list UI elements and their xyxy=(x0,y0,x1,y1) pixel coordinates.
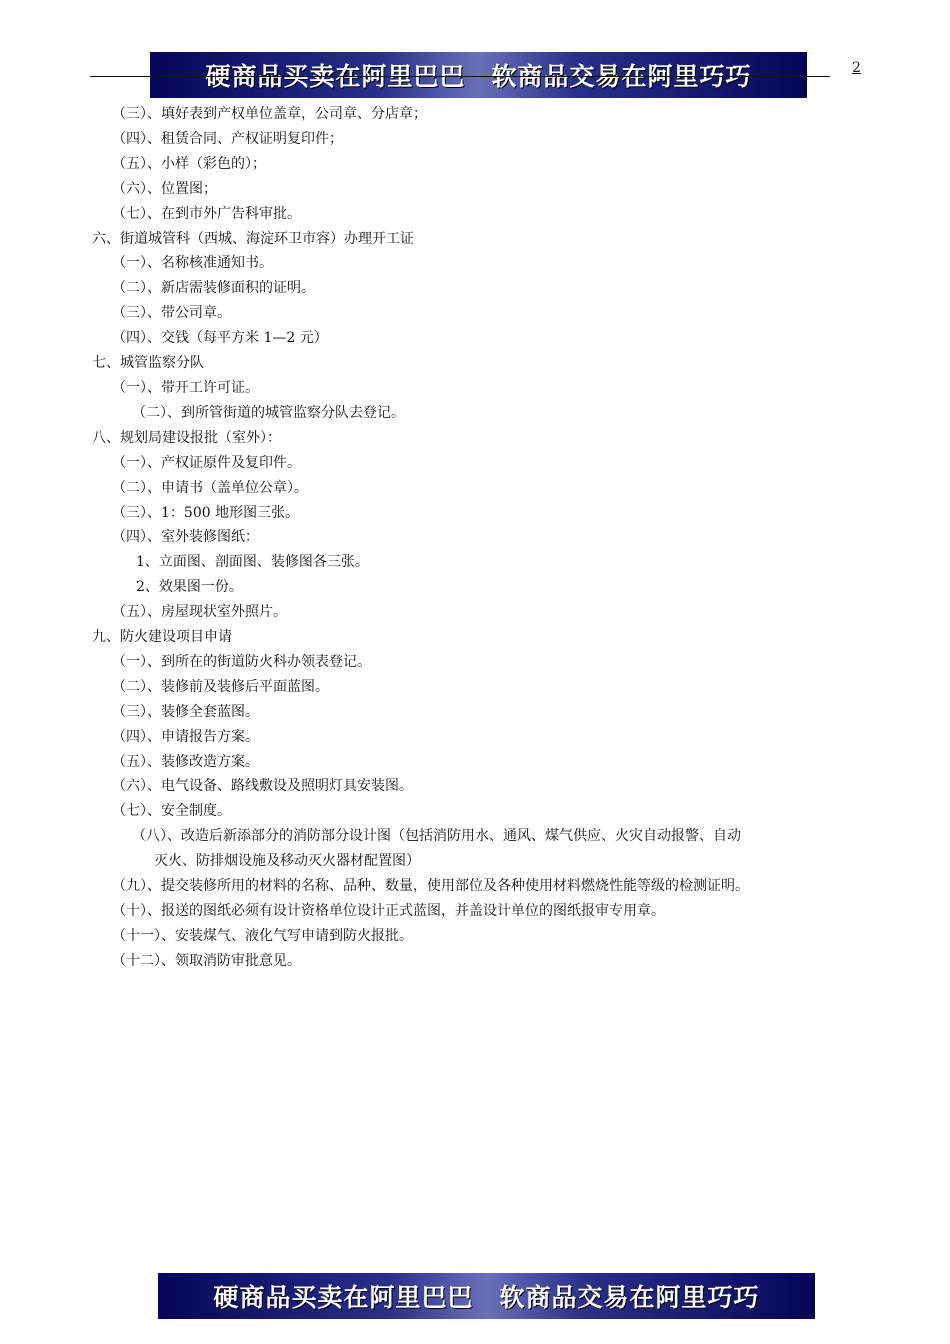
list-item: （二）、到所管街道的城管监察分队去登记。 xyxy=(132,404,405,421)
sub-list-item: 2、效果图一份。 xyxy=(136,579,243,596)
list-item-wrapped: （八）、改造后新添部分的消防部分设计图（包括消防用水、通风、煤气供应、火灾自动报警、自动 xyxy=(132,828,741,845)
list-item: （五）、小样（彩色的）； xyxy=(112,155,266,172)
header-rule xyxy=(90,76,830,77)
footer-banner xyxy=(158,1273,815,1319)
list-item: （七）、在到市外广告科审批。 xyxy=(112,205,301,222)
list-item: （九）、提交装修所用的材料的名称、品种、数量，使用部位及各种使用材料燃烧性能等级的检测证明。 xyxy=(112,878,749,895)
section-heading: 九、防火建设项目申请 xyxy=(92,629,232,646)
list-item: （一）、名称核准通知书。 xyxy=(112,255,273,272)
list-item: （三）、填好表到产权单位盖章，公司章、分店章； xyxy=(112,106,427,122)
list-item: （五）、装修改造方案。 xyxy=(112,753,259,770)
list-item: （四）、室外装修图纸： xyxy=(112,529,259,546)
section-heading: 七、城管监察分队 xyxy=(92,355,204,372)
list-item: （四）、租赁合同、产权证明复印件； xyxy=(112,130,343,147)
list-item: （一）、产权证原件及复印件。 xyxy=(112,454,301,471)
section-heading: 六、街道城管科（西城、海淀环卫市容）办理开工证 xyxy=(92,230,414,247)
list-item: （四）、交钱（每平方米 1—2 元） xyxy=(112,330,328,347)
footer-banner-text: 硬商品买卖在阿里巴巴 软商品交易在阿里巧巧 xyxy=(213,1283,760,1312)
list-item: （三）、装修全套蓝图。 xyxy=(112,703,259,720)
list-item: （三）、带公司章。 xyxy=(112,305,231,322)
list-item: （六）、电气设备、路线敷设及照明灯具安装图。 xyxy=(112,778,413,795)
sub-list-item: 1、立面图、剖面图、装修图各三张。 xyxy=(136,554,369,571)
list-item: （二）、装修前及装修后平面蓝图。 xyxy=(112,678,329,695)
list-item: （十二）、领取消防审批意见。 xyxy=(112,952,301,969)
section-heading: 八、规划局建设报批（室外）： xyxy=(92,429,281,446)
list-item: （一）、带开工许可证。 xyxy=(112,379,259,396)
list-item: （十一）、安装煤气、液化气写申请到防火报批。 xyxy=(112,927,413,944)
list-item: （四）、申请报告方案。 xyxy=(112,728,259,745)
list-item: （三）、1：500 地形图三张。 xyxy=(112,504,300,521)
list-item-continuation: 灭火、防排烟设施及移动灭火器材配置图） xyxy=(154,853,420,870)
document-body xyxy=(92,102,862,974)
page-number: 2 xyxy=(852,60,861,76)
list-item: （二）、申请书（盖单位公章）。 xyxy=(112,479,308,496)
list-item: （五）、房屋现状室外照片。 xyxy=(112,604,287,621)
list-item: （六）、位置图； xyxy=(112,180,217,197)
header-banner xyxy=(150,52,807,98)
list-item: （十）、报送的图纸必须有设计资格单位设计正式蓝图，并盖设计单位的图纸报审专用章。 xyxy=(112,903,665,919)
header-banner-text: 硬商品买卖在阿里巴巴 软商品交易在阿里巧巧 xyxy=(205,62,752,91)
list-item: （一）、到所在的街道防火科办领表登记。 xyxy=(112,653,371,670)
list-item: （二）、新店需装修面积的证明。 xyxy=(112,280,315,297)
list-item: （七）、安全制度。 xyxy=(112,803,231,820)
